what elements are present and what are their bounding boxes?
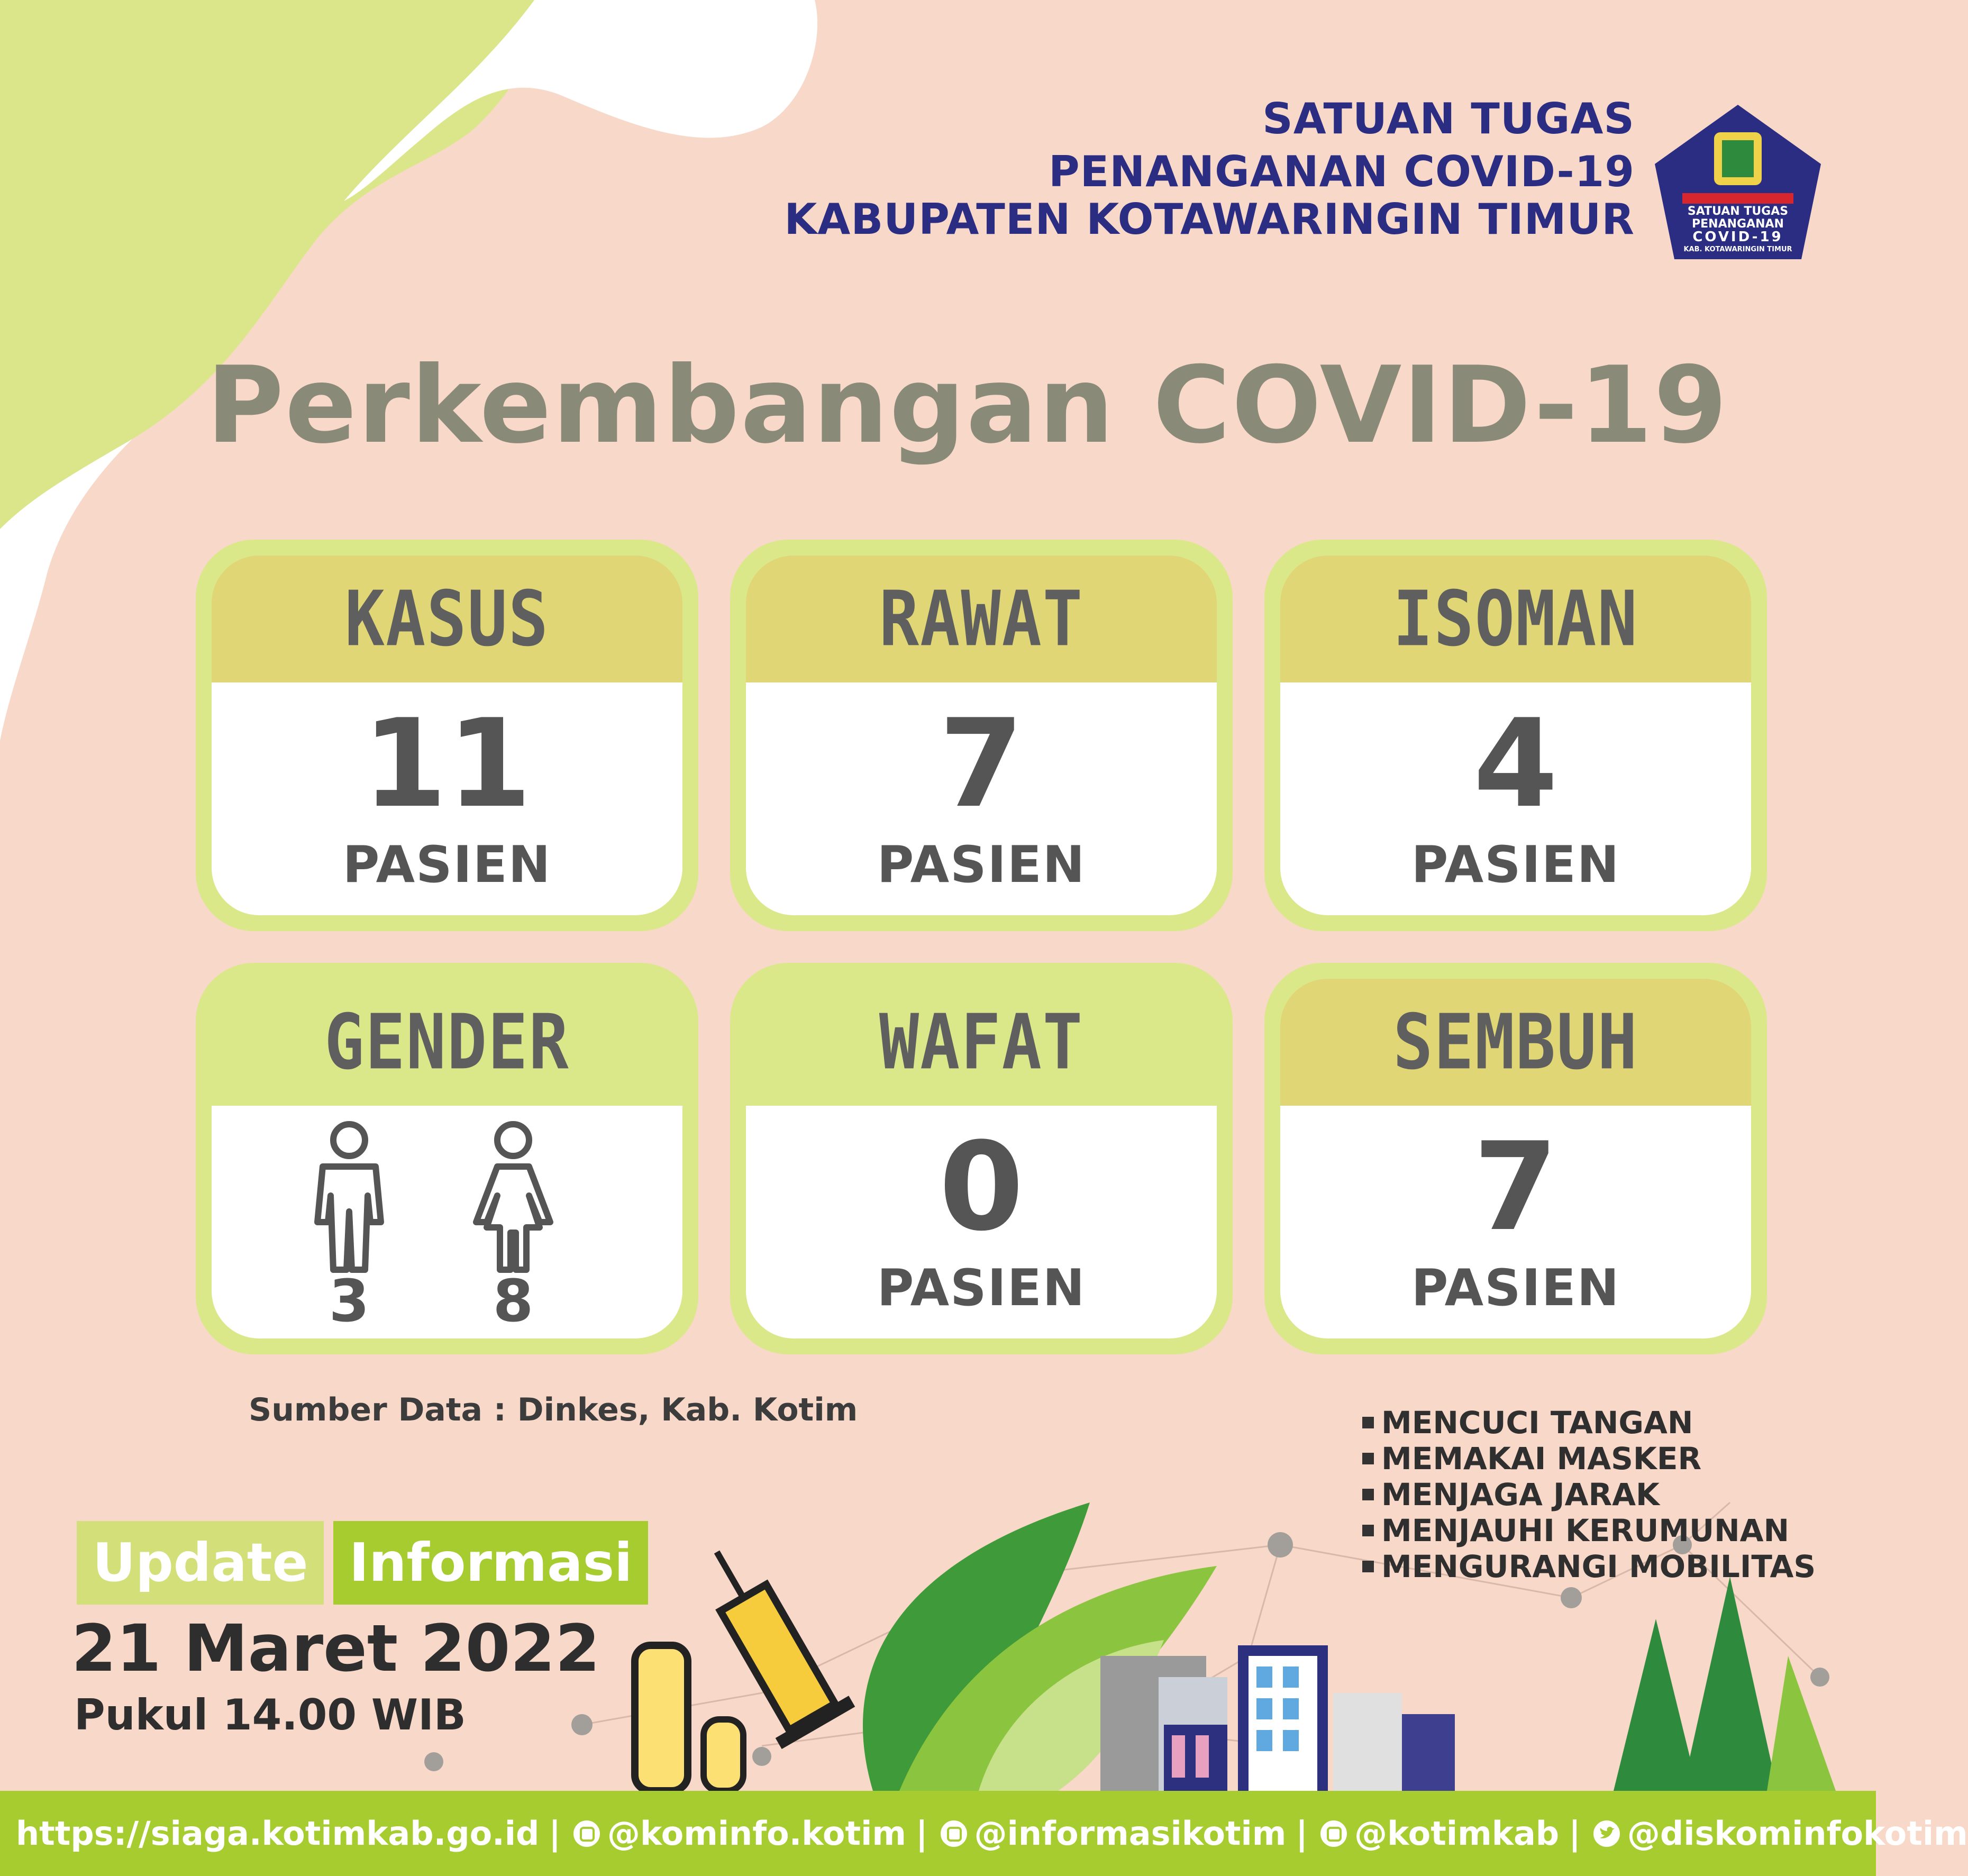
bullet-icon [1362, 1489, 1374, 1500]
sembuh-value: 7 [1473, 1117, 1559, 1258]
kasus-value: 11 [362, 694, 532, 835]
health-tips [1362, 1405, 1816, 1584]
kasus-unit: PASIEN [342, 836, 552, 894]
header-line-1: SATUAN TUGAS [1262, 94, 1635, 143]
page-title: Perkembangan COVID-19 [206, 344, 1728, 467]
header-line-3: KABUPATEN KOTAWARINGIN TIMUR [784, 195, 1635, 244]
data-source: Sumber Data : Dinkes, Kab. Kotim [249, 1391, 858, 1428]
rawat-value: 7 [939, 694, 1024, 835]
logo-text: SATUAN TUGAS PENANGANAN COVID-19 KAB. KOTAWARINGIN TIMUR [1683, 205, 1792, 253]
satgas-logo [1651, 101, 1825, 265]
card-isoman [1264, 540, 1767, 931]
card-header: RAWAT [746, 555, 1217, 682]
footer-links: https://siaga.kotimkab.go.id | @kominfo.kotim | @informasikotim | @kotimkab | @diskominfokotim [16, 1814, 1968, 1853]
card-rawat [730, 540, 1233, 931]
tip-item: MENCUCI TANGAN [1362, 1405, 1816, 1441]
twitter-icon [1593, 1820, 1620, 1847]
website-link[interactable]: https://siaga.kotimkab.go.id [16, 1814, 540, 1853]
male-icon [302, 1116, 397, 1275]
tip-item: MENJAGA JARAK [1362, 1477, 1816, 1513]
card-wafat [730, 963, 1233, 1354]
female-count: 8 [493, 1267, 534, 1335]
tip-item: MENJAUHI KERUMUNAN [1362, 1513, 1816, 1549]
instagram-icon [941, 1820, 967, 1847]
instagram-icon [573, 1820, 600, 1847]
update-label: Update [77, 1521, 324, 1605]
instagram-icon [1320, 1820, 1347, 1847]
tip-item: MEMAKAI MASKER [1362, 1441, 1816, 1477]
instagram-link-2[interactable]: @informasikotim [974, 1814, 1287, 1853]
card-header: ISOMAN [1280, 555, 1751, 682]
card-header: KASUS [212, 555, 682, 682]
bullet-icon [1362, 1417, 1374, 1428]
bullet-icon [1362, 1525, 1374, 1536]
update-date: 21 Maret 2022 [71, 1611, 600, 1686]
bullet-icon [1362, 1561, 1374, 1572]
card-sembuh [1264, 963, 1767, 1354]
wafat-unit: PASIEN [877, 1259, 1086, 1317]
bullet-icon [1362, 1453, 1374, 1464]
wafat-value: 0 [939, 1117, 1024, 1258]
instagram-link-3[interactable]: @kotimkab [1354, 1814, 1560, 1853]
footer-bar [0, 1791, 1968, 1876]
isoman-value: 4 [1473, 694, 1559, 835]
informasi-label: Informasi [333, 1521, 648, 1605]
card-header: SEMBUH [1280, 979, 1751, 1106]
twitter-link[interactable]: @diskominfokotim [1627, 1814, 1968, 1853]
instagram-link-1[interactable]: @kominfo.kotim [607, 1814, 906, 1853]
card-kasus [196, 540, 698, 931]
male-count: 3 [329, 1267, 370, 1335]
update-time: Pukul 14.00 WIB [74, 1690, 466, 1740]
card-header: WAFAT [746, 979, 1217, 1106]
sembuh-unit: PASIEN [1411, 1259, 1620, 1317]
card-header: GENDER [212, 979, 682, 1106]
tip-item: MENGURANGI MOBILITAS [1362, 1549, 1816, 1584]
isoman-unit: PASIEN [1411, 836, 1620, 894]
card-gender [196, 963, 698, 1354]
rawat-unit: PASIEN [877, 836, 1086, 894]
header-line-2: PENANGANAN COVID-19 [1048, 147, 1635, 196]
female-icon [466, 1116, 561, 1275]
